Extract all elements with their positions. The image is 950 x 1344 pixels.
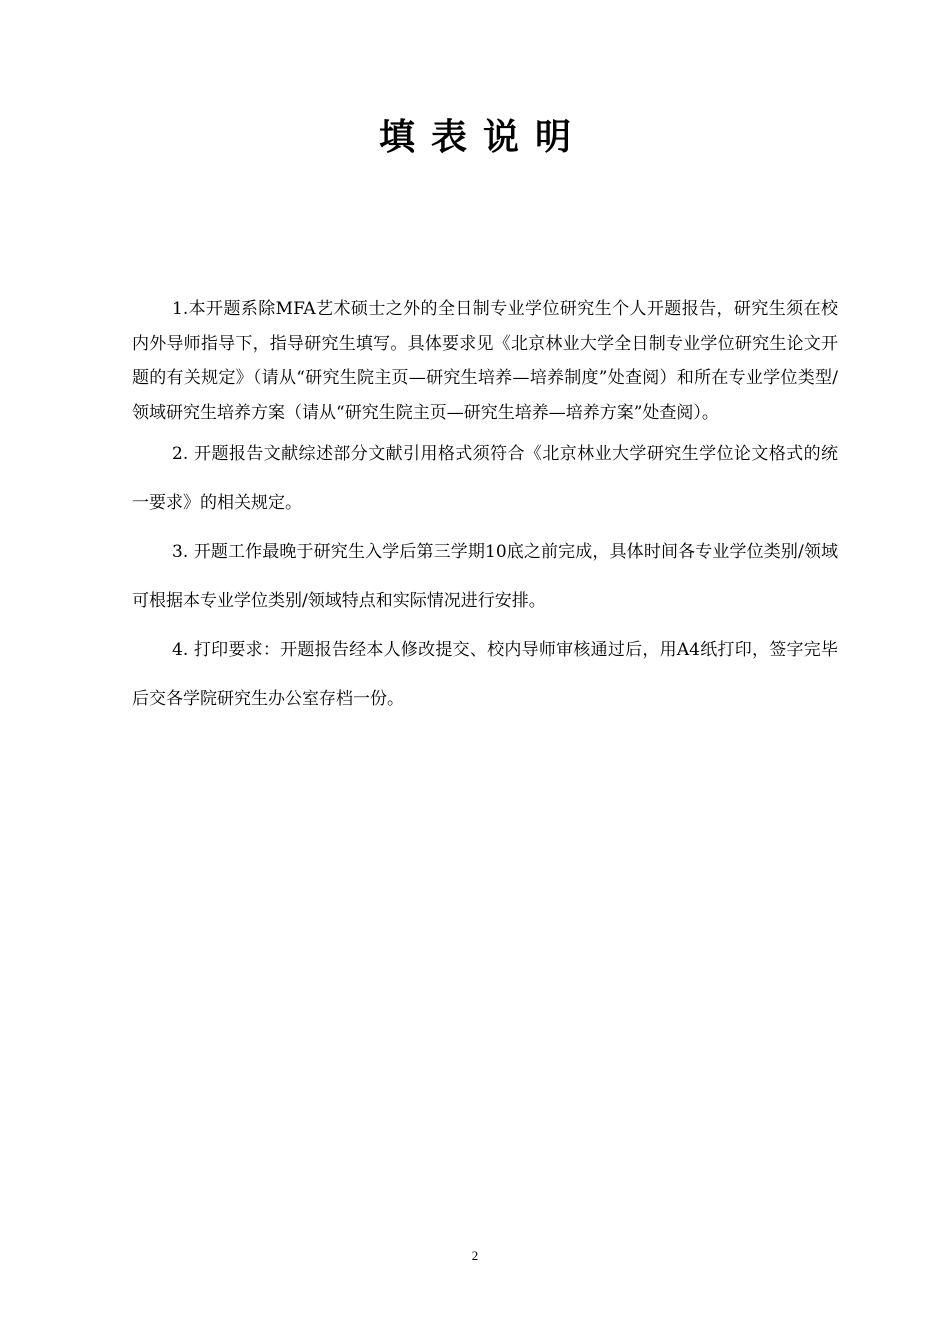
page-title: 填表说明 xyxy=(378,117,587,158)
instruction-paragraph-1: 1.本开题系除MFA艺术硕士之外的全日制专业学位研究生个人开题报告，研究生须在校内外导师指导下，指导研究生填写。具体要求见《北京林业大学全日制专业学位研究生论文开题的有关规定》（请从“研究生院主页—研究生培养—培养制度”处查阅）和所在专业学位类型/领域研究生培养方案（请从“研究生院主页—研究生培养—培养方案”处查阅）。 xyxy=(132,299,838,423)
page-number: 2 xyxy=(471,1248,479,1263)
instruction-paragraph-3: 3. 开题工作最晚于研究生入学后第三学期10底之前完成，具体时间各专业学位类别/领域可根据本专业学位类别/领域特点和实际情况进行安排。 xyxy=(132,542,838,612)
instruction-paragraph-4: 4. 打印要求：开题报告经本人修改提交、校内导师审核通过后，用A4纸打印，签字完毕后交各学院研究生办公室存档一份。 xyxy=(132,640,838,710)
instruction-paragraph-2: 2. 开题报告文献综述部分文献引用格式须符合《北京林业大学研究生学位论文格式的统一要求》的相关规定。 xyxy=(132,444,838,514)
instructions-body xyxy=(132,292,838,724)
